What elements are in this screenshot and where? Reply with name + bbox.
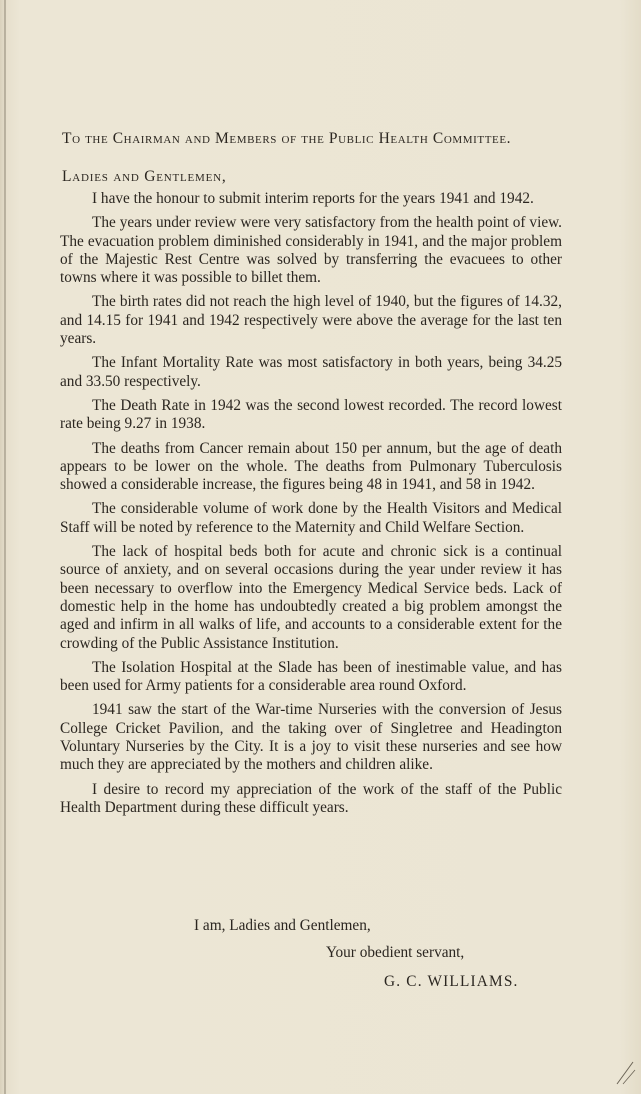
- closing-line: Your obedient servant,: [326, 944, 465, 961]
- letter-salutation: Ladies and Gentlemen,: [62, 168, 227, 185]
- paragraph: The lack of hospital beds both for acute and chronic sick is a continual source of anxiety, and on several occasions during the year under review it has been necessary to overflow into the Emergency Medical Service beds. Lack of domestic help in the home has undoubtedly created a big problem amongst the aged and infirm in all walks of life, and accounts to a considerable extent for the crowding of the Public Assistance Institution.: [60, 543, 562, 652]
- paragraph: The considerable volume of work done by the Health Visitors and Medical Staff will be noted by reference to the Maternity and Child Welfare Section.: [60, 500, 562, 536]
- closing-line: I am, Ladies and Gentlemen,: [194, 917, 371, 934]
- paragraph: I have the honour to submit interim reports for the years 1941 and 1942.: [92, 190, 534, 207]
- signature: G. C. WILLIAMS.: [384, 973, 519, 990]
- letter-body: [60, 190, 562, 823]
- binding-edge: [4, 0, 6, 1094]
- paragraph: The Isolation Hospital at the Slade has been of inestimable value, and has been used for Army patients for a considerable area round Oxford.: [60, 658, 562, 695]
- letter-heading: To the Chairman and Members of the Public Health Committee.: [62, 130, 512, 147]
- paragraph: The Death Rate in 1942 was the second lowest recorded. The record lowest rate being 9.27 in 1938.: [60, 396, 562, 433]
- pencil-mark-icon: [613, 1058, 637, 1086]
- paragraph: The birth rates did not reach the high level of 1940, but the figures of 14.32, and 14.15 for 1941 and 1942 respectively were above the average for the last ten years.: [60, 293, 562, 348]
- paragraph: I desire to record my appreciation of the work of the staff of the Public Health Department during these difficult years.: [60, 780, 562, 816]
- paragraph: The Infant Mortality Rate was most satisfactory in both years, being 34.25 and 33.50 respectively.: [60, 354, 562, 390]
- paragraph: The years under review were very satisfactory from the health point of view. The evacuation problem diminished considerably in 1941, and the major problem of the Majestic Rest Centre was solved by transferring the evacuees to other towns where it was possible to billet them.: [60, 214, 562, 287]
- paragraph: The deaths from Cancer remain about 150 per annum, but the age of death appears to be lower on the whole. The deaths from Pulmonary Tuberculosis showed a considerable increase, the figures being 48 in 1941, and 58 in 1942.: [60, 439, 562, 494]
- paragraph: 1941 saw the start of the War-time Nurseries with the conversion of Jesus College Cricket Pavilion, and the taking over of Singletree and Headington Voluntary Nurseries by the City. It is a joy to visit these nurseries and see how much they are appreciated by the mothers and children alike.: [60, 701, 562, 774]
